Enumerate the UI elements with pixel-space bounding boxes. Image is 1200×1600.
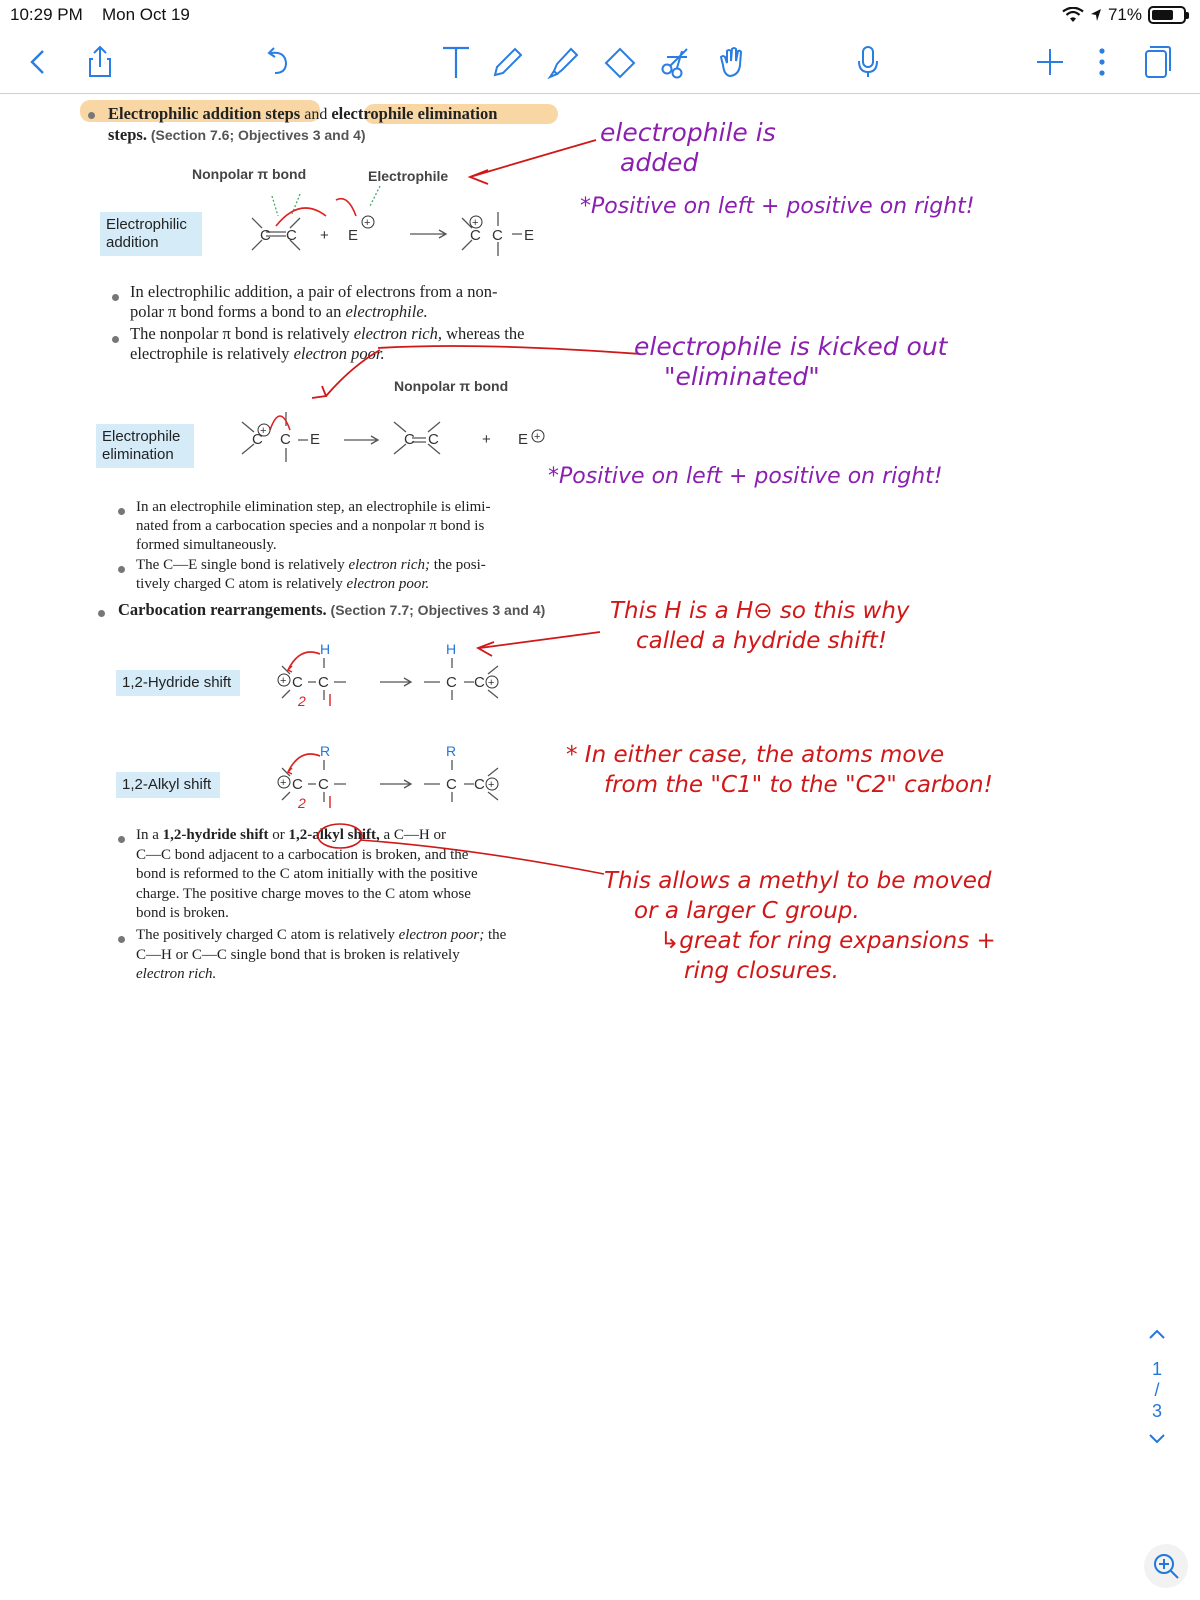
handwritten-note: This H is a H⊖ so this why called a hydride shift! xyxy=(610,598,910,654)
svg-text:C: C xyxy=(474,776,485,793)
handwritten-note: *Positive on left + positive on right! xyxy=(548,464,943,489)
svg-text:+: + xyxy=(280,675,287,687)
chevron-down-icon xyxy=(1147,1432,1167,1446)
svg-text:C: C xyxy=(318,776,329,793)
notes-toolbar xyxy=(0,30,1200,94)
svg-text:C: C xyxy=(446,674,457,691)
back-button[interactable] xyxy=(16,40,60,84)
pen-tool-button[interactable] xyxy=(486,40,530,84)
add-button[interactable] xyxy=(1028,40,1072,84)
text-tool-button[interactable] xyxy=(434,40,478,84)
svg-text:+: + xyxy=(482,431,491,448)
pages-button[interactable] xyxy=(1134,40,1178,84)
chevron-up-icon xyxy=(1147,1327,1167,1341)
wifi-icon xyxy=(1062,7,1084,23)
total-pages: 3 xyxy=(1151,1401,1162,1421)
text-tool-icon xyxy=(437,43,475,81)
highlighter-icon xyxy=(545,43,583,81)
svg-text:E: E xyxy=(518,431,529,448)
location-arrow-icon xyxy=(1090,8,1102,22)
microphone-button[interactable] xyxy=(846,40,890,84)
svg-text:C: C xyxy=(252,431,263,448)
handwritten-note: This allows a methyl to be moved or a larger C group. ↳great for ring expansions + ring closures. xyxy=(604,868,996,984)
current-page-number: 1 xyxy=(1151,1359,1162,1379)
svg-text:H: H xyxy=(446,641,457,657)
svg-text:C: C xyxy=(474,674,485,691)
svg-text:C: C xyxy=(492,227,503,244)
svg-text:E: E xyxy=(310,431,321,448)
handwritten-note: *Positive on left + positive on right! xyxy=(580,194,975,219)
previous-page-button[interactable] xyxy=(1142,1325,1172,1355)
hydride-shift-label: 1,2-Hydride shift xyxy=(116,670,240,696)
svg-text:E: E xyxy=(524,227,535,244)
scissors-icon xyxy=(657,43,695,81)
undo-icon xyxy=(259,43,297,81)
svg-text:C: C xyxy=(404,431,415,448)
addition-bullet-1: In electrophilic addition, a pair of electrons from a non- polar π bond forms a bond to an electrophile. xyxy=(130,282,498,321)
note-page[interactable] xyxy=(0,96,1200,1600)
svg-text:+: + xyxy=(260,425,267,437)
svg-text:C: C xyxy=(286,227,297,244)
battery-fill xyxy=(1152,10,1173,20)
eraser-tool-button[interactable] xyxy=(598,40,642,84)
svg-text:C: C xyxy=(292,776,303,793)
status-date: Mon Oct 19 xyxy=(102,5,190,24)
svg-text:+: + xyxy=(534,431,541,443)
svg-text:2: 2 xyxy=(298,795,306,811)
electrophilic-addition-label: Electrophilic addition xyxy=(100,212,202,256)
back-chevron-icon xyxy=(19,43,57,81)
highlighter-tool-button[interactable] xyxy=(542,40,586,84)
svg-text:C: C xyxy=(470,227,481,244)
next-page-button[interactable] xyxy=(1142,1430,1172,1460)
pen-icon xyxy=(489,43,527,81)
svg-text:C: C xyxy=(446,776,457,793)
addition-bullet-2: The nonpolar π bond is relatively electron rich, whereas the electrophile is relatively electron poor. xyxy=(130,324,525,363)
page-indicator xyxy=(1142,1325,1172,1460)
svg-text:+: + xyxy=(472,217,479,229)
svg-text:+: + xyxy=(488,677,495,689)
share-icon xyxy=(81,43,119,81)
battery-icon xyxy=(1148,6,1186,24)
svg-text:+: + xyxy=(320,227,329,244)
battery-percent: 71% xyxy=(1107,5,1142,24)
nonpolar-pi-label-2: Nonpolar π bond xyxy=(394,378,509,394)
eraser-icon xyxy=(601,43,639,81)
zoom-in-icon xyxy=(1152,1552,1180,1580)
more-icon xyxy=(1083,43,1121,81)
svg-text:E: E xyxy=(348,227,359,244)
zoom-button[interactable] xyxy=(1144,1544,1188,1588)
alkyl-shift-label: 1,2-Alkyl shift xyxy=(116,772,220,798)
pages-icon xyxy=(1137,43,1175,81)
svg-text:2: 2 xyxy=(298,693,306,709)
handwritten-note: electrophile is kicked out "eliminated" xyxy=(634,332,948,391)
svg-text:C: C xyxy=(280,431,291,448)
svg-text:C: C xyxy=(260,227,271,244)
status-right xyxy=(1062,5,1186,25)
section1-title: Electrophilic addition steps and electrophile elimination steps. (Section 7.6; Objectives 3 and 4) xyxy=(108,104,498,144)
svg-text:R: R xyxy=(446,743,457,759)
electrophile-label: Electrophile xyxy=(368,168,449,184)
rearrangement-bullet-1: In a 1,2-hydride shift or 1,2-alkyl shift, a C—H or C—C bond adjacent to a carbocation is broken, and the bond is reformed to the C atom initially with the positive charge. The positive charge moves to the C atom whose bond is broken. xyxy=(136,827,478,921)
section2-title: Carbocation rearrangements. (Section 7.7; Objectives 3 and 4) xyxy=(118,600,546,619)
status-bar xyxy=(0,0,1200,30)
electrophile-elimination-label: Electrophile elimination xyxy=(96,424,194,468)
svg-text:R: R xyxy=(320,743,331,759)
page-separator: / xyxy=(1154,1380,1160,1400)
svg-text:+: + xyxy=(488,779,495,791)
hand-tool-button[interactable] xyxy=(710,40,754,84)
share-button[interactable] xyxy=(78,40,122,84)
elimination-bullet-1: In an electrophile elimination step, an electrophile is elimi- nated from a carbocation species and a nonpolar π bond is formed simultaneously. xyxy=(136,499,491,553)
more-options-button[interactable] xyxy=(1080,40,1124,84)
hand-gesture-icon xyxy=(713,43,751,81)
elimination-bullet-2: The C—E single bond is relatively electron rich; the posi- tively charged C atom is relatively electron poor. xyxy=(136,557,486,592)
handwritten-note: electrophile is added xyxy=(600,118,776,177)
nonpolar-pi-label: Nonpolar π bond xyxy=(192,166,307,182)
undo-button[interactable] xyxy=(256,40,300,84)
svg-text:C: C xyxy=(292,674,303,691)
svg-text:+: + xyxy=(280,777,287,789)
microphone-icon xyxy=(849,43,887,81)
handwritten-note: * In either case, the atoms move from the "C1" to the "C2" carbon! xyxy=(566,742,993,798)
svg-text:C: C xyxy=(428,431,439,448)
lasso-scissors-button[interactable] xyxy=(654,40,698,84)
svg-text:+: + xyxy=(364,217,371,229)
svg-text:H: H xyxy=(320,641,331,657)
plus-icon xyxy=(1031,43,1069,81)
rearrangement-bullet-2: The positively charged C atom is relatively electron poor; the C—H or C—C single bond that is broken is relatively electron rich. xyxy=(136,927,507,982)
ink-strokes xyxy=(0,96,1200,1096)
status-time: 10:29 PM xyxy=(10,5,83,24)
svg-text:C: C xyxy=(318,674,329,691)
